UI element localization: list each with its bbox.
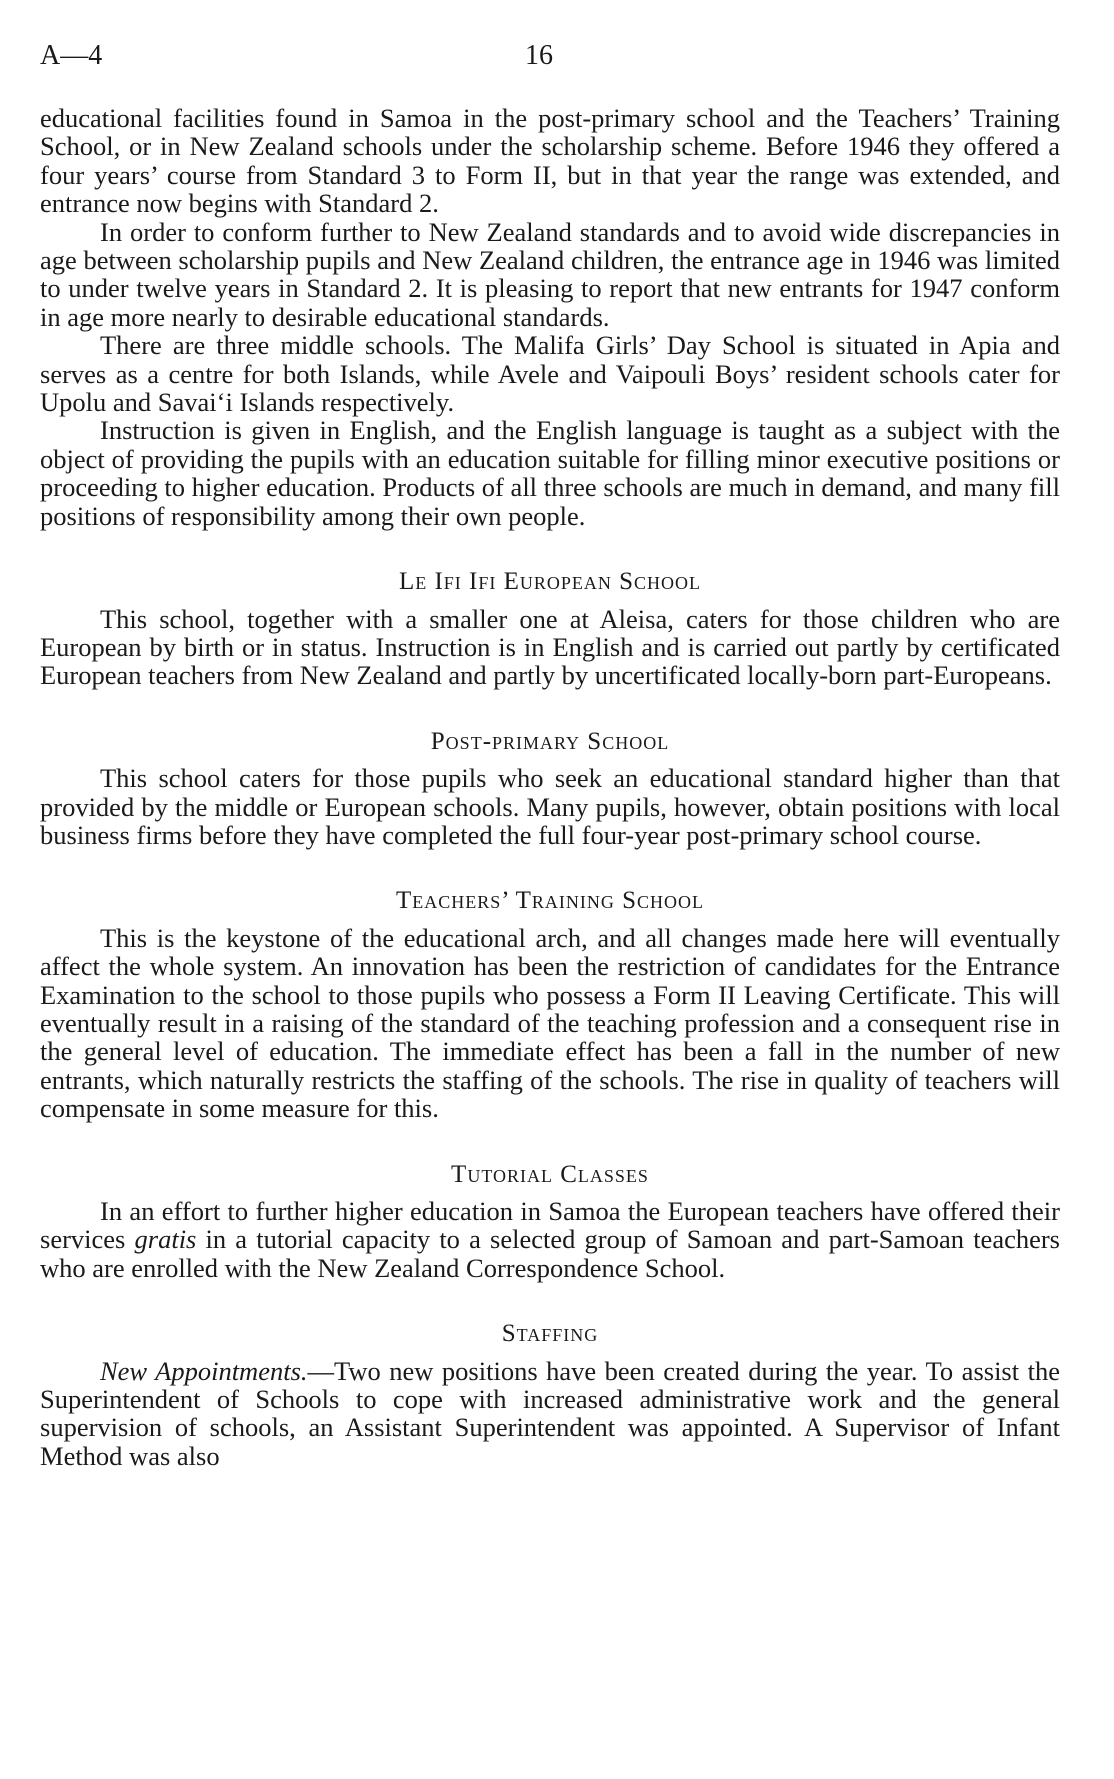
page-number: 16 [525, 40, 553, 71]
body-text [40, 104, 1060, 1470]
section-heading-le-ifi-ifi: Le Ifi Ifi European School [398, 568, 702, 596]
paragraph: There are three middle schools. The Malifa Girls’ Day School is situated in Apia and serves as a centre for both Islands, while Avele and Vaipouli Boys’ resident schools cater for Upolu and Savai‘i Islands respectively. [40, 330, 1060, 418]
paragraph [40, 1357, 1060, 1471]
section-heading-staffing: Staffing [501, 1320, 599, 1348]
paragraph: educational facilities found in Samoa in the post-primary school and the Teachers’ Training School, or in New Zealand schools under the scholarship scheme. Before 1946 they offered a four years’ course from Standard 3 to Form II, but in that year the range was extended, and entrance now begins with Standard 2. [40, 103, 1060, 219]
paragraph: This school, together with a smaller one at Aleisa, caters for those children who are European by birth or in status. Instruction is in English and is carried out partly by certificated European teachers from New Zealand and partly by uncertificated locally-born part-Europeans. [40, 603, 1060, 691]
text-run: in a tutorial capacity to a selected group of Samoan and part-Samoan teachers who are enrolled with the New Zealand Correspondence School. [40, 1224, 1060, 1283]
paragraph [40, 1197, 1060, 1282]
paragraph: This is the keystone of the educational arch, and all changes made here will eventually affect the whole system. An innovation has been the restriction of candidates for the Entrance Examination to the school to those pupils who possess a Form II Leaving Certificate. This will eventually result in a raising of the standard of the teaching profession and a consequent rise in the general level of education. The immediate effect has been a fall in the number of new entrants, which naturally restricts the staffing of the schools. The rise in quality of teachers will compensate in some measure for this. [40, 922, 1060, 1124]
text-run: —Two new positions have been created during the year. To assist the Superintendent of Schools to cope with increased administrative work and the general supervision of schools, an Assistant Superintendent was appointed. A Supervisor of Infant Method was also [40, 1355, 1060, 1471]
italic-text: New Appointments. [100, 1355, 308, 1386]
paragraph: This school caters for those pupils who seek an educational standard higher than that provided by the middle or European schools. Many pupils, however, obtain positions with local business firms before they have completed the full four-year post-primary school course. [40, 763, 1060, 850]
section-heading-teachers-training: Teachers’ Training School [396, 887, 704, 915]
paragraph: Instruction is given in English, and the English language is taught as a subject with the object of providing the pupils with an education suitable for filling minor executive positions or proceeding to higher education. Products of all three schools are much in demand, and many fill positions of responsibility among their own people. [40, 415, 1060, 531]
italic-text: gratis [134, 1224, 197, 1255]
text-run: In an effort to further higher education in Samoa the European teachers have offered their services [40, 1196, 1060, 1255]
section-heading-post-primary: Post-primary School [430, 727, 670, 755]
page-header [40, 40, 1060, 80]
paragraph: In order to conform further to New Zealand standards and to avoid wide discrepancies in age between scholarship pupils and New Zealand children, the entrance age in 1946 was limited to under twelve years in Standard 2. It is pleasing to report that new entrants for 1947 conform in age more nearly to desirable educational standards. [40, 216, 1060, 332]
section-heading-tutorial-classes: Tutorial Classes [451, 1160, 649, 1188]
document-page [40, 40, 1060, 1470]
report-reference: A—4 [40, 40, 103, 71]
